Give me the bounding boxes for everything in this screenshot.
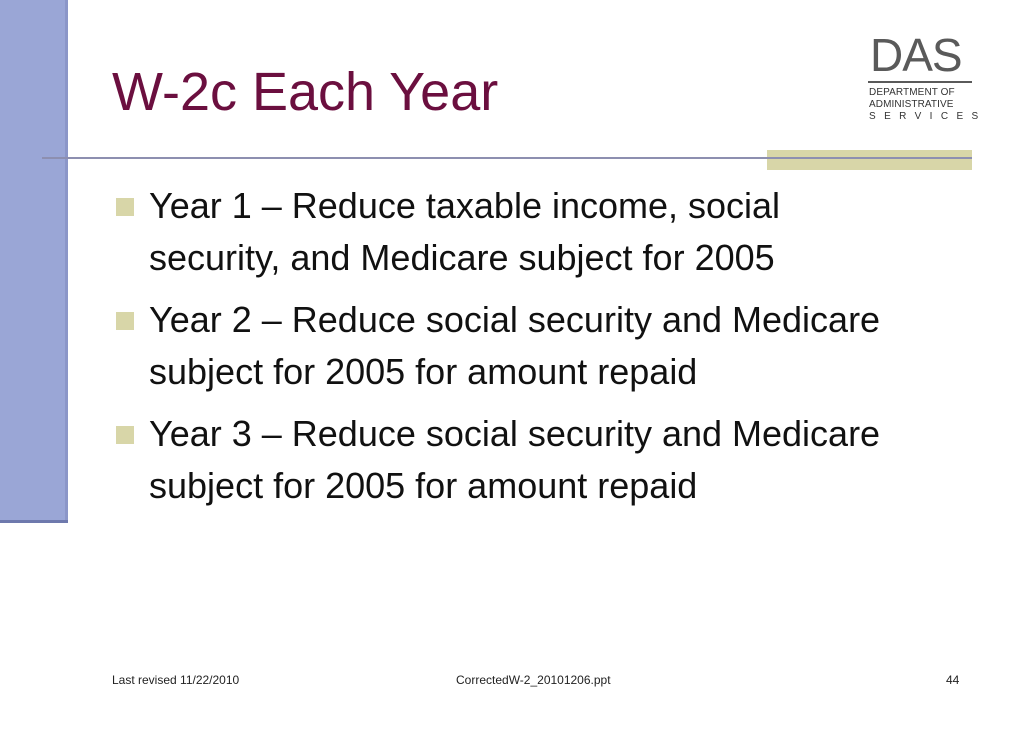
- bullet-text: Year 3 – Reduce social security and Medicare subject for 2005 for amount repaid: [149, 413, 881, 506]
- accent-divider-line: [767, 157, 972, 159]
- bullet-item-year-2: [114, 294, 904, 398]
- logo-line-3: SERVICES: [869, 111, 987, 122]
- logo-line-1: DEPARTMENT OF: [869, 87, 955, 98]
- left-decorative-bar: [0, 0, 68, 523]
- logo-divider: [868, 81, 972, 83]
- slide-number: 44: [946, 673, 960, 687]
- bullet-text: Year 1 – Reduce taxable income, social security, and Medicare subject for 2005: [149, 185, 781, 278]
- square-bullet-icon: [116, 312, 134, 330]
- footer-revised-date: Last revised 11/22/2010: [112, 673, 240, 687]
- left-bar-edge: [65, 0, 68, 520]
- slide-title: W-2c Each Year: [112, 62, 499, 122]
- bullet-item-year-3: [114, 408, 904, 512]
- accent-bar: [767, 150, 972, 170]
- das-logo: [868, 29, 987, 122]
- logo-mark: DAS: [870, 29, 962, 81]
- logo-line-2: ADMINISTRATIVE: [869, 99, 954, 110]
- square-bullet-icon: [116, 198, 134, 216]
- bullet-list: [114, 180, 904, 522]
- bullet-text: Year 2 – Reduce social security and Medicare subject for 2005 for amount repaid: [149, 299, 881, 392]
- footer-filename: CorrectedW-2_20101206.ppt: [456, 673, 611, 687]
- bullet-item-year-1: [114, 180, 904, 284]
- square-bullet-icon: [116, 426, 134, 444]
